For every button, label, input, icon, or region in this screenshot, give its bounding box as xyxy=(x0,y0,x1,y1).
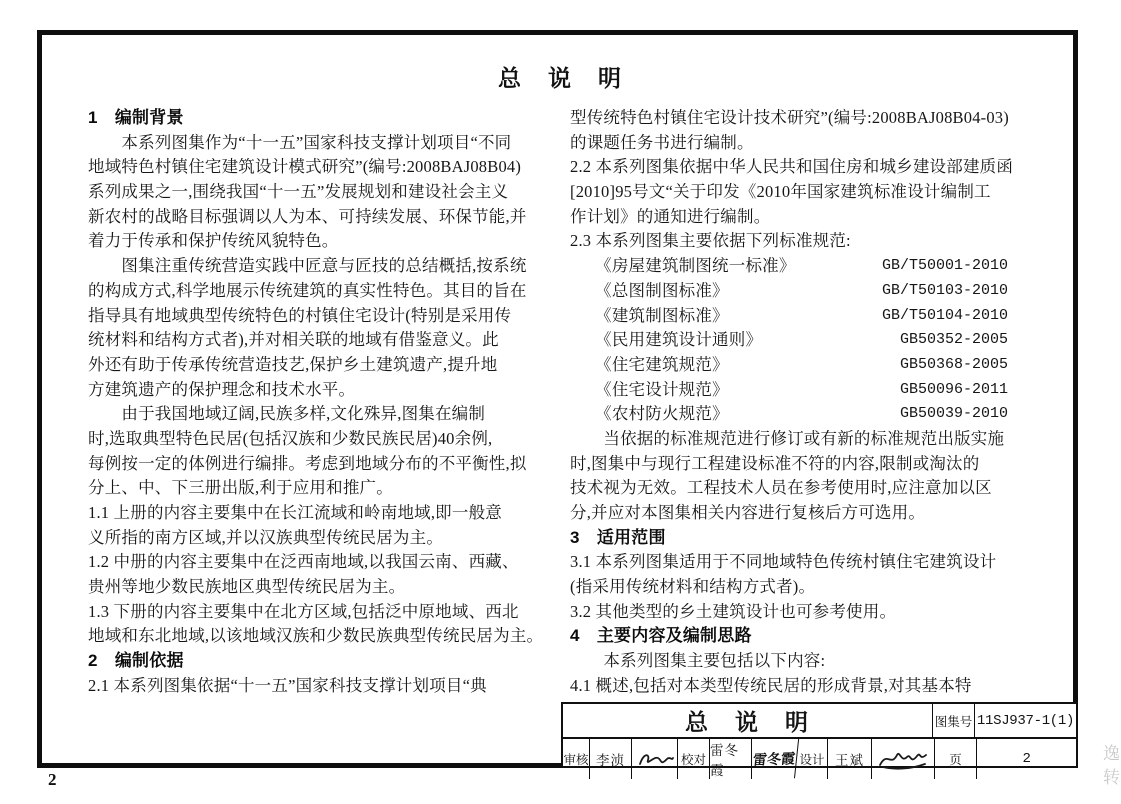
text-line xyxy=(88,353,550,378)
text-line-content: 《房屋建筑制图统一标准》 xyxy=(570,256,796,276)
text-line xyxy=(88,304,550,329)
text-line xyxy=(570,674,1038,699)
standard-code: GB/T50103-2010 xyxy=(881,281,1008,299)
text-line xyxy=(570,131,1038,156)
title-block-signature-row xyxy=(563,739,1076,779)
text-line-content: 型传统特色村镇住宅设计技术研究”(编号:2008BAJ08B04-03) xyxy=(570,108,1009,127)
text-line xyxy=(570,155,1038,180)
text-line xyxy=(570,205,1038,230)
watermark-char: 逸 xyxy=(1103,744,1120,763)
text-line-content: 统材料和结构方式者),并对相关联的地域有借鉴意义。此 xyxy=(88,330,499,350)
text-line xyxy=(570,304,1038,329)
text-line-content: 图集注重传统营造实践中匠意与匠技的总结概括,按系统 xyxy=(88,256,527,276)
text-line-content: 贵州等地少数民族地区典型传统民居为主。 xyxy=(88,577,406,597)
standard-code: GB50096-2011 xyxy=(899,380,1008,398)
text-line-content: 《建筑制图标准》 xyxy=(570,305,729,325)
text-line-content: 4 主要内容及编制思路 xyxy=(570,626,752,646)
text-line-content: 由于我国地域辽阔,民族多样,文化殊异,图集在编制 xyxy=(88,404,486,424)
text-line-content: 3 适用范围 xyxy=(570,527,666,547)
text-line xyxy=(570,328,1038,353)
standard-code: GB50352-2005 xyxy=(899,331,1008,349)
text-line-content: 3.2 其他类型的乡土建筑设计也可参考使用。 xyxy=(570,601,897,621)
page-number-value: 2 xyxy=(1022,751,1031,767)
text-line xyxy=(570,229,1038,254)
designer-signature-icon xyxy=(872,739,935,779)
text-line xyxy=(88,427,550,452)
text-line-content: 义所指的南方区域,并以汉族典型传统民居为主。 xyxy=(88,527,444,547)
text-line-content: 新农村的战略目标强调以人为本、可持续发展、环保节能,并 xyxy=(88,206,527,226)
text-line xyxy=(570,402,1038,427)
page-label: 页 xyxy=(935,739,977,779)
text-line-content: 1 编制背景 xyxy=(88,108,184,127)
text-line xyxy=(88,674,550,699)
text-line xyxy=(88,180,550,205)
text-line xyxy=(88,131,550,156)
title-block-title: 总 说 明 xyxy=(563,704,933,737)
text-line xyxy=(88,155,550,180)
text-line-content: 时,图集中与现行工程建设标准不符的内容,限制或淘汰的 xyxy=(570,453,980,473)
text-line xyxy=(88,575,550,600)
text-line-content: 4.1 概述,包括对本类型传统民居的形成背景,对其基本特 xyxy=(570,675,972,695)
text-line-content: 时,选取典型特色民居(包括汉族和少数民族民居)40余例, xyxy=(88,428,493,448)
text-line xyxy=(570,476,1038,501)
text-line xyxy=(570,649,1038,674)
text-line-content: 1.2 中册的内容主要集中在泛西南地域,以我国云南、西藏、 xyxy=(88,552,519,572)
text-line-content: 系列成果之一,围绕我国“十一五”发展规划和建设社会主义 xyxy=(88,182,509,202)
text-line-content: 2.2 本系列图集依据中华人民共和国住房和城乡建设部建质函 xyxy=(570,157,1014,177)
text-line xyxy=(88,526,550,551)
text-line-content: 的课题任务书进行编制。 xyxy=(570,132,754,152)
text-line-content: 1.1 上册的内容主要集中在长江流域和岭南地域,即一般意 xyxy=(88,503,502,522)
text-line-content: 着力于传承和保护传统风貌特色。 xyxy=(88,231,339,251)
text-line-content: 分上、中、下三册出版,利于应用和推广。 xyxy=(88,478,393,498)
text-line-content: 方建筑遗产的保护理念和技术水平。 xyxy=(88,379,356,399)
text-line xyxy=(570,106,1038,131)
designer-name: 王斌 xyxy=(828,739,872,779)
text-line xyxy=(88,501,550,526)
proofreader-name: 雷冬霞 xyxy=(710,739,752,779)
text-line-content: 2.1 本系列图集依据“十一五”国家科技支撑计划项目“典 xyxy=(88,675,487,695)
text-line xyxy=(88,402,550,427)
text-line xyxy=(88,328,550,353)
text-line xyxy=(570,600,1038,625)
text-line xyxy=(570,526,1038,551)
reviewer-signature-icon xyxy=(632,739,678,779)
proofreader-signature: 雷冬霞 xyxy=(750,738,799,780)
text-line xyxy=(88,106,550,131)
standard-code: GB50039-2010 xyxy=(899,405,1008,423)
watermark-char: 转 xyxy=(1103,768,1120,787)
text-line xyxy=(570,501,1038,526)
text-line-content: 《总图制图标准》 xyxy=(570,280,729,300)
text-line xyxy=(88,205,550,230)
text-line-content: 3.1 本系列图集适用于不同地域特色传统村镇住宅建筑设计 xyxy=(570,552,997,572)
text-line-content: 《农村防火规范》 xyxy=(570,404,729,424)
text-line-content: 指导具有地域典型传统特色的村镇住宅设计(特别是采用传 xyxy=(88,305,512,325)
text-line xyxy=(570,254,1038,279)
text-line xyxy=(570,624,1038,649)
text-line xyxy=(88,279,550,304)
text-line-content: 本系列图集主要包括以下内容: xyxy=(570,651,826,671)
text-line-content: 外还有助于传承传统营造技艺,保护乡土建筑遗产,提升地 xyxy=(88,354,498,374)
text-line-content: 《住宅建筑规范》 xyxy=(570,354,729,374)
text-line xyxy=(88,600,550,625)
review-label: 审核 xyxy=(563,739,590,779)
text-line-content: 《住宅设计规范》 xyxy=(570,379,729,399)
standard-code: GB/T50001-2010 xyxy=(881,257,1008,275)
title-block-top-row xyxy=(563,704,1076,739)
text-line-content: 分,并应对本图集相关内容进行复核后方可选用。 xyxy=(570,503,926,522)
text-column-right xyxy=(570,106,1038,699)
text-line-content: 当依据的标准规范进行修订或有新的标准规范出版实施 xyxy=(570,428,1005,448)
text-line-content: 的构成方式,科学地展示传统建筑的真实性特色。其目的旨在 xyxy=(88,280,527,300)
proofread-label: 校对 xyxy=(678,739,710,779)
text-line xyxy=(88,649,550,674)
text-line xyxy=(570,550,1038,575)
page-title: 总 说 明 xyxy=(498,65,623,91)
text-line-content: (指采用传统材料和结构方式者)。 xyxy=(570,577,816,597)
text-line-content: 2.3 本系列图集主要依据下列标准规范: xyxy=(570,231,851,251)
text-line xyxy=(570,353,1038,378)
edge-watermark xyxy=(1103,742,1121,790)
text-line-content: 作计划》的通知进行编制。 xyxy=(570,206,771,226)
text-line xyxy=(88,624,550,649)
atlas-number-label: 图集号 xyxy=(933,704,975,737)
atlas-number-value: 11SJ937-1(1) xyxy=(976,712,1075,729)
reviewer-name: 李浈 xyxy=(590,739,632,779)
text-line xyxy=(88,476,550,501)
standard-code: GB50368-2005 xyxy=(899,355,1008,373)
corner-page-number: 2 xyxy=(48,770,57,789)
text-line xyxy=(88,452,550,477)
text-line xyxy=(570,378,1038,403)
design-label: 设计 xyxy=(797,739,828,779)
text-line xyxy=(88,254,550,279)
text-line-content: 地域和东北地域,以该地域汉族和少数民族典型传统民居为主。 xyxy=(88,626,544,646)
text-line-content: [2010]95号文“关于印发《2010年国家建筑标准设计编制工 xyxy=(570,182,991,202)
text-line xyxy=(570,427,1038,452)
text-line-content: 每例按一定的体例进行编排。考虑到地域分布的不平衡性,拟 xyxy=(88,453,527,473)
standard-code: GB/T50104-2010 xyxy=(881,306,1008,324)
text-line-content: 《民用建筑设计通则》 xyxy=(570,330,763,350)
text-line-content: 地域特色村镇住宅建筑设计模式研究”(编号:2008BAJ08B04) xyxy=(88,157,522,177)
text-line xyxy=(88,229,550,254)
text-line-content: 1.3 下册的内容主要集中在北方区域,包括泛中原地域、西北 xyxy=(88,601,519,621)
text-line-content: 2 编制依据 xyxy=(88,651,184,671)
text-line xyxy=(88,550,550,575)
text-column-left xyxy=(88,106,550,699)
text-line-content: 技术视为无效。工程技术人员在参考使用时,应注意加以区 xyxy=(570,478,992,498)
text-line xyxy=(570,575,1038,600)
text-line xyxy=(570,180,1038,205)
text-line xyxy=(570,452,1038,477)
title-block xyxy=(561,702,1078,778)
text-line-content: 本系列图集作为“十一五”国家科技支撑计划项目“不同 xyxy=(88,132,512,152)
text-line xyxy=(88,378,550,403)
text-line xyxy=(570,279,1038,304)
